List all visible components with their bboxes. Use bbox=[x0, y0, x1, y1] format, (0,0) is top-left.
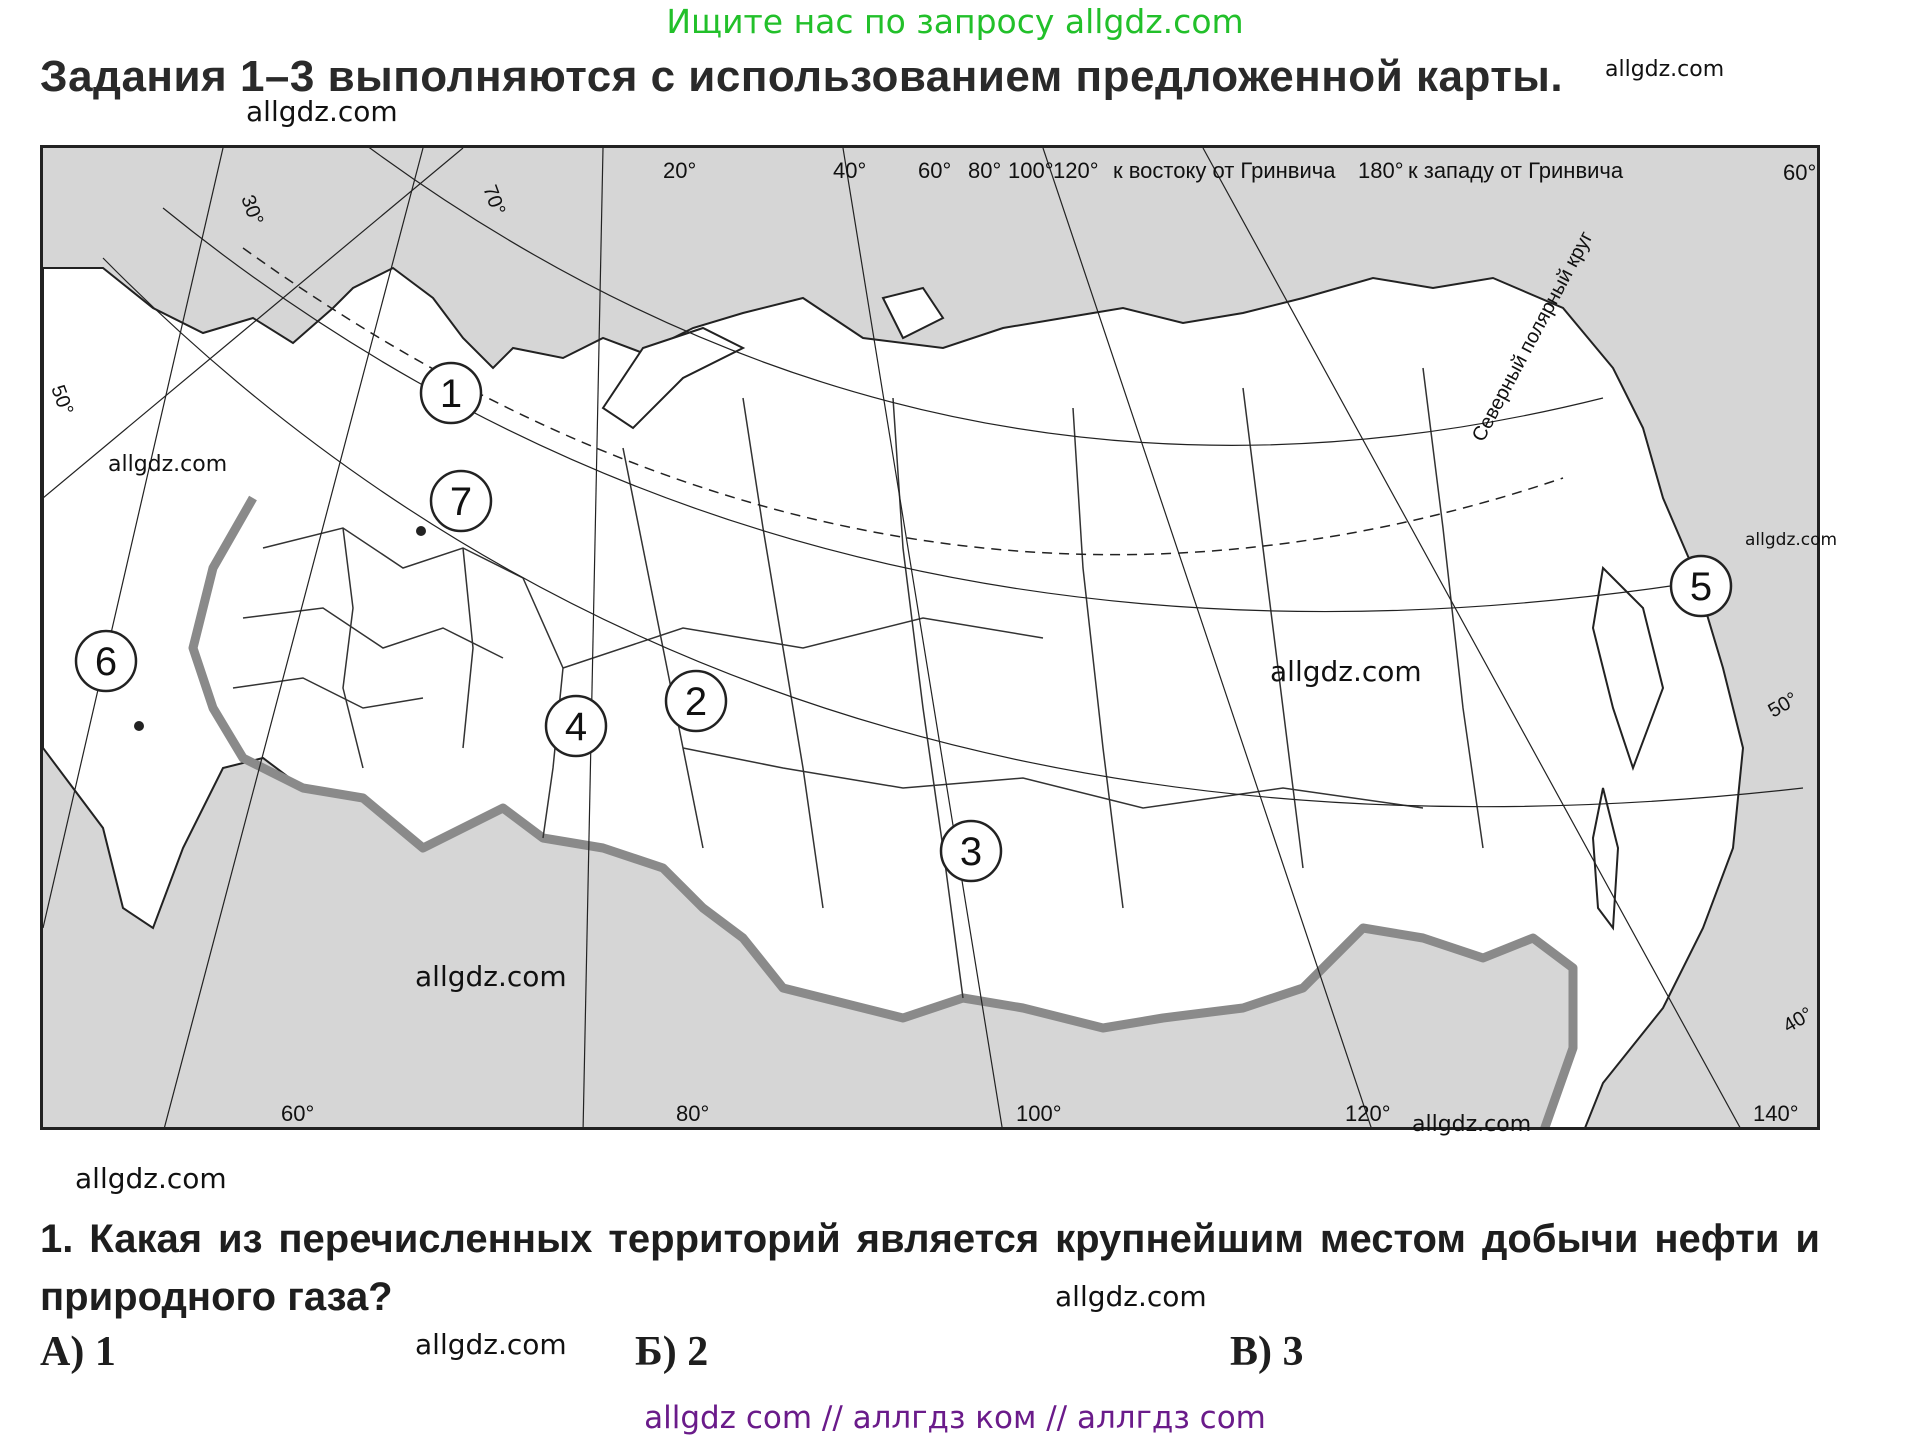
svg-text:2: 2 bbox=[684, 680, 708, 724]
lon-label: 80° bbox=[676, 1101, 710, 1126]
lon-label: 100° bbox=[1008, 158, 1054, 183]
severnaya-zemlya bbox=[883, 288, 943, 338]
marker-5[interactable] bbox=[1671, 556, 1731, 616]
svg-text:7: 7 bbox=[449, 480, 473, 524]
svg-text:3: 3 bbox=[959, 830, 983, 874]
watermark: allgdz.com bbox=[1605, 57, 1725, 82]
watermark: allgdz.com bbox=[1055, 1280, 1207, 1313]
answer-value: 1 bbox=[94, 1329, 116, 1375]
watermark: allgdz.com bbox=[246, 95, 398, 128]
answer-c[interactable] bbox=[1230, 1328, 1304, 1376]
watermark: allgdz.com bbox=[75, 1162, 227, 1195]
marker-7-point bbox=[416, 526, 426, 536]
answer-letter: А) bbox=[40, 1329, 85, 1375]
lon-label: 120° bbox=[1345, 1101, 1391, 1126]
marker-7[interactable] bbox=[431, 471, 491, 531]
question-number: 1. bbox=[40, 1217, 74, 1261]
watermark: allgdz.com bbox=[1745, 530, 1838, 550]
lon-label: 100° bbox=[1016, 1101, 1062, 1126]
svg-text:1: 1 bbox=[439, 372, 463, 416]
lon-label: 60° bbox=[918, 158, 952, 183]
answer-a[interactable] bbox=[40, 1328, 116, 1376]
russia-map bbox=[40, 145, 1820, 1130]
lon-labels-top bbox=[663, 158, 1816, 185]
lon-label: 40° bbox=[833, 158, 867, 183]
marker-4[interactable] bbox=[546, 696, 606, 756]
lon-label: 140° bbox=[1753, 1101, 1799, 1126]
answer-letter: Б) bbox=[635, 1329, 677, 1375]
question-text: Какая из перечисленных территорий является крупнейшим местом добычи нефти и природного газа? bbox=[40, 1217, 1820, 1319]
watermark: allgdz.com bbox=[1412, 1112, 1532, 1137]
meridian-label: 30° bbox=[236, 192, 268, 229]
watermark: allgdz.com bbox=[415, 960, 567, 993]
lon-180-label: 180° bbox=[1358, 158, 1404, 183]
lon-label: 120° bbox=[1053, 158, 1099, 183]
watermark: allgdz.com bbox=[1270, 655, 1422, 688]
west-of-greenwich-label: к западу от Гринвича bbox=[1408, 158, 1624, 183]
top-banner: Ищите нас по запросу allgdz.com bbox=[666, 2, 1244, 41]
question-1 bbox=[40, 1210, 1820, 1326]
lon-label: 80° bbox=[968, 158, 1002, 183]
marker-1[interactable] bbox=[421, 363, 481, 423]
svg-text:6: 6 bbox=[94, 640, 118, 684]
lat-label: 50° bbox=[46, 382, 78, 419]
map-svg bbox=[43, 148, 1820, 1130]
lat-label: 50° bbox=[1764, 688, 1802, 723]
lat-label: 60° bbox=[1783, 160, 1817, 185]
watermark: allgdz.com bbox=[108, 452, 228, 477]
meridian-label: 70° bbox=[478, 182, 510, 219]
lon-label: 20° bbox=[663, 158, 697, 183]
task-heading: Задания 1–3 выполняются с использованием предложенной карты. bbox=[40, 52, 1564, 101]
marker-2[interactable] bbox=[666, 671, 726, 731]
answer-value: 3 bbox=[1282, 1329, 1304, 1375]
arctic-circle-label: Северный полярный круг bbox=[1467, 227, 1598, 446]
watermark: allgdz.com bbox=[415, 1328, 567, 1361]
marker-6-point bbox=[134, 721, 144, 731]
marker-6[interactable] bbox=[76, 631, 136, 691]
east-of-greenwich-label: к востоку от Гринвича bbox=[1113, 158, 1336, 183]
answer-b[interactable] bbox=[635, 1328, 708, 1376]
lon-label: 60° bbox=[281, 1101, 315, 1126]
marker-3[interactable] bbox=[941, 821, 1001, 881]
answer-value: 2 bbox=[687, 1329, 709, 1375]
footer-watermark: allgdz com // аллгдз ком // аллгдз com bbox=[644, 1400, 1266, 1436]
lat-label: 40° bbox=[1779, 1003, 1817, 1038]
answer-letter: В) bbox=[1230, 1329, 1272, 1375]
svg-text:5: 5 bbox=[1689, 565, 1713, 609]
svg-text:4: 4 bbox=[564, 705, 588, 749]
